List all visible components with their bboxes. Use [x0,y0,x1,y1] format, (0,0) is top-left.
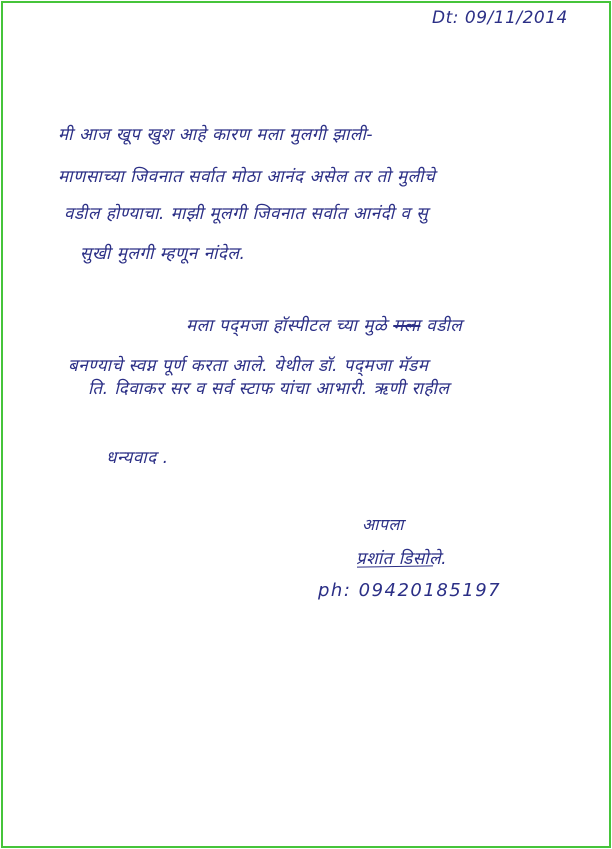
paragraph-1-line-1: मी आज खूप खुश आहे कारण मला मुलगी झाली- [58,125,373,145]
letter-date: Dt: 09/11/2014 [432,8,568,28]
paragraph-2-line-1-end: वडील [426,316,463,336]
paragraph-1-line-2: माणसाच्या जिवनात सर्वात मोठा आनंद असेल तर तो मुलीचे [58,167,436,187]
paragraph-2-line-1 [186,313,462,336]
paragraph-2-line-1-start: मला पद्‌मजा हॉस्पीटल च्या मुळे [186,316,388,336]
struck-word: मला [393,316,421,336]
signature: प्रशांत डिसोले. [356,549,448,569]
paragraph-2-line-4: धन्यवाद . [106,448,169,468]
paragraph-1-line-3: वडील होण्याचा. माझी मूलगी जिवनात सर्वात आनंदी व सु [64,204,429,224]
paragraph-2-line-3: ति. दिवाकर सर व सर्व स्टाफ यांचा आभारी. ऋणी राहील [88,379,450,399]
closing-salutation: आपला [362,515,404,534]
phone-number: ph: 09420185197 [318,580,502,601]
paragraph-1-line-4: सुखी मुलगी म्हणून नांदेल. [80,244,246,264]
paragraph-2-line-2: बनण्याचे स्वप्न पूर्ण करता आले. येथील डॉ. पद्‌मजा मॅडम [68,356,429,376]
